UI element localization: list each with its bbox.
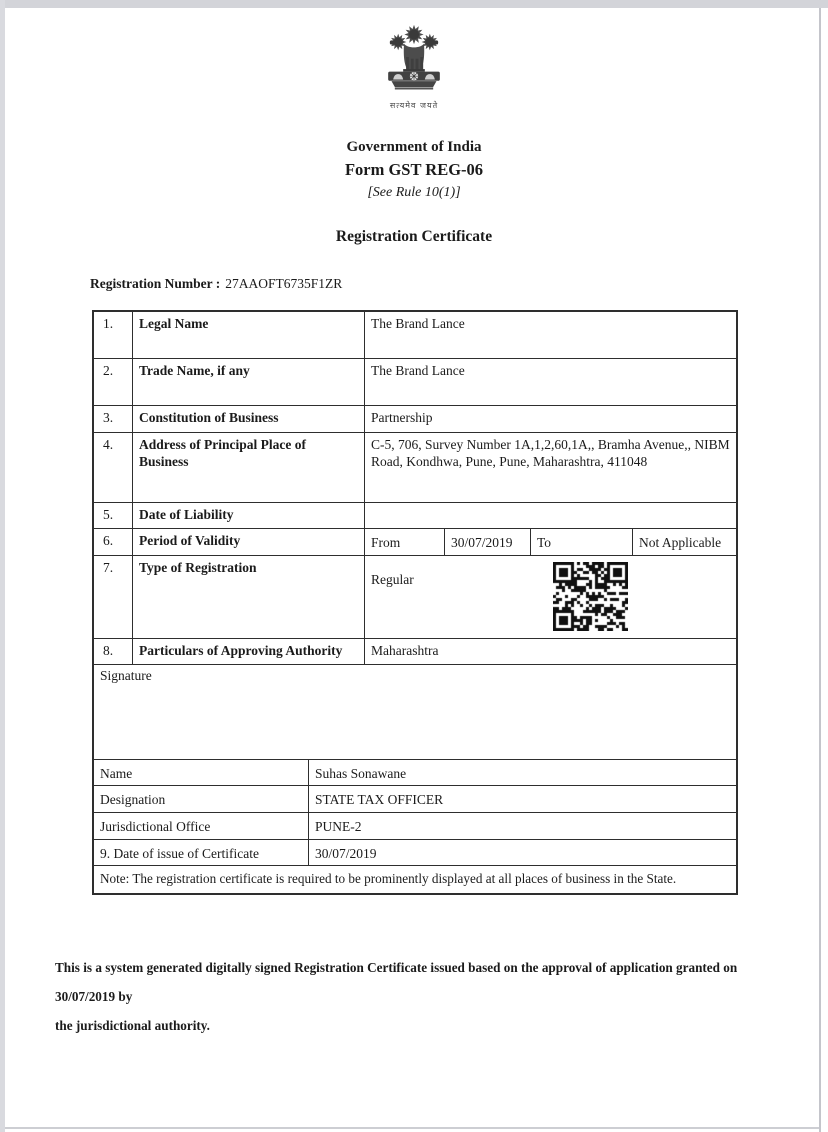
- row-value: The Brand Lance: [371, 363, 465, 378]
- footer-line-2: the jurisdictional authority.: [55, 1018, 210, 1033]
- row-label: Type of Registration: [133, 556, 365, 638]
- table-row-jurisdictional-office: [94, 813, 736, 840]
- india-state-emblem-icon: [372, 22, 456, 107]
- row-number: 3.: [94, 406, 133, 432]
- row-label: 9. Date of issue of Certificate: [94, 840, 309, 865]
- row-label: Legal Name: [133, 312, 365, 358]
- table-row-date-of-liability: [94, 503, 736, 529]
- row-number: 1.: [94, 312, 133, 358]
- table-row-date-of-issue: [94, 840, 736, 866]
- table-row-period-of-validity: [94, 529, 736, 556]
- row-number: 4.: [94, 433, 133, 502]
- scan-edge-bottom: [5, 1127, 819, 1129]
- signature-cell: Signature: [94, 665, 736, 760]
- footer-line-1: This is a system generated digitally signed Registration Certificate issued based on the approval of application granted on 30/07/2019 by: [55, 960, 738, 1004]
- row-value: C-5, 706, Survey Number 1A,1,2,60,1A,, Bramha Avenue,, NIBM Road, Kondhwa, Pune, Pune, Maharashtra, 411048: [371, 437, 730, 470]
- row-label: Particulars of Approving Authority: [133, 639, 365, 664]
- validity-to-value: Not Applicable: [639, 535, 722, 550]
- validity-from-value: 30/07/2019: [445, 529, 531, 555]
- row-label: Jurisdictional Office: [94, 813, 309, 839]
- validity-cells: [365, 529, 736, 555]
- row-label: Trade Name, if any: [133, 359, 365, 405]
- table-row-designation: [94, 786, 736, 813]
- row-value: 30/07/2019: [315, 846, 377, 861]
- row-value: [365, 503, 736, 528]
- page-title: Registration Certificate: [335, 228, 493, 245]
- row-value: Regular: [371, 572, 414, 587]
- row-number: 5.: [94, 503, 133, 528]
- row-number: 2.: [94, 359, 133, 405]
- table-row-approving-authority: [94, 639, 736, 665]
- footer-note: [55, 953, 781, 1040]
- row-label: Period of Validity: [133, 529, 365, 555]
- table-row-trade-name: [94, 359, 736, 406]
- qr-code: [553, 562, 628, 631]
- emblem-motto: सत्यमेव जयते: [389, 101, 439, 110]
- row-label: Date of Liability: [133, 503, 365, 528]
- row-value: Maharashtra: [371, 643, 439, 658]
- registration-number-label: Registration Number :: [90, 276, 221, 291]
- row-label: Constitution of Business: [133, 406, 365, 432]
- registration-number-value: 27AAOFT6735F1ZR: [225, 276, 343, 291]
- table-row-address: [94, 433, 736, 503]
- row-value: Partnership: [371, 410, 433, 425]
- form-title: Form GST REG-06: [344, 160, 484, 179]
- table-row-type-of-registration: [94, 556, 736, 639]
- row-number: 8.: [94, 639, 133, 664]
- registration-number-line: [90, 276, 342, 292]
- validity-to-label: To: [531, 529, 633, 555]
- row-value: The Brand Lance: [371, 316, 465, 331]
- government-title: Government of India: [346, 139, 482, 155]
- row-value: Suhas Sonawane: [315, 766, 407, 781]
- table-row-legal-name: [94, 312, 736, 359]
- scan-edge-top: [0, 0, 828, 8]
- validity-from-label: From: [365, 529, 445, 555]
- row-number: 6.: [94, 529, 133, 555]
- certificate-table: [92, 310, 738, 895]
- registration-type-cell: [365, 556, 736, 638]
- row-label: Address of Principal Place of Business: [133, 433, 365, 502]
- note-cell: Note: The registration certificate is required to be prominently displayed at all places of business in the State.: [100, 871, 677, 886]
- row-label: Name: [94, 760, 309, 785]
- row-value: PUNE-2: [315, 819, 362, 834]
- table-row-constitution: [94, 406, 736, 433]
- row-value: STATE TAX OFFICER: [315, 792, 444, 807]
- row-number: 7.: [94, 556, 133, 638]
- table-row-officer-name: [94, 760, 736, 786]
- row-label: Designation: [94, 786, 309, 812]
- rule-reference: [See Rule 10(1)]: [367, 185, 461, 200]
